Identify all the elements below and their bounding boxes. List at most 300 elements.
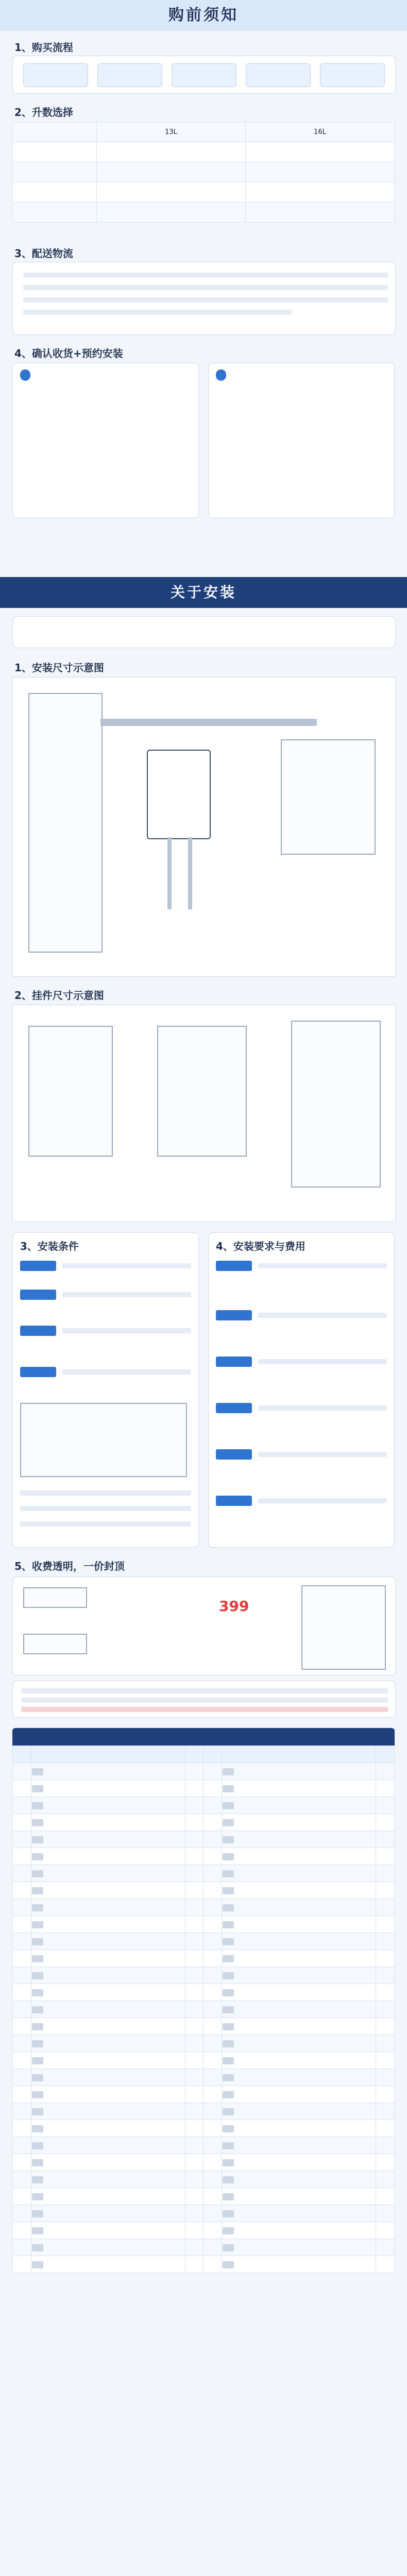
fee-row (13, 1780, 395, 1797)
fee-cell (13, 1831, 31, 1848)
fee-cell (222, 1950, 376, 1967)
fee-cell (13, 1984, 31, 2001)
fee-cell (13, 2103, 31, 2120)
fitting-icon (32, 2091, 43, 2098)
fitting-icon (223, 2023, 234, 2030)
fee-scene (23, 1587, 87, 1608)
fee-price: 399 (219, 1598, 249, 1615)
fee-table (12, 1745, 395, 2273)
fee-cell (204, 1831, 222, 1848)
fee-cell (204, 2001, 222, 2018)
fee-cell (376, 2018, 395, 2035)
fitting-icon (223, 2142, 234, 2149)
fee-row (13, 2035, 395, 2052)
text-line (20, 1506, 191, 1511)
requirements-col (208, 1232, 395, 1548)
mount-wall (291, 1021, 381, 1188)
model-cell (246, 162, 395, 182)
fee-cell (31, 1763, 185, 1780)
fee-cell (185, 1882, 204, 1899)
fee-cell (185, 1899, 204, 1916)
conditions-title: 3、安装条件 (20, 1240, 79, 1252)
fee-cell (222, 2171, 376, 2188)
fee-cell (31, 2052, 185, 2069)
install-band (0, 577, 407, 608)
fee-cell (185, 2154, 204, 2171)
fee-cell (13, 2171, 31, 2188)
fee-cell (185, 2018, 204, 2035)
model-choice-title: 2、升数选择 (14, 106, 73, 118)
fee-cell (222, 2205, 376, 2222)
text-line (258, 1359, 387, 1364)
fee-row (13, 2222, 395, 2239)
fee-row (13, 2069, 395, 2086)
fitting-icon (32, 1802, 43, 1809)
flow-step (23, 63, 88, 87)
fee-cell (376, 2205, 395, 2222)
fitting-icon (32, 2193, 43, 2200)
model-cell (97, 162, 246, 182)
fee-cell (31, 2120, 185, 2137)
fee-cell (222, 1933, 376, 1950)
text-line (62, 1328, 191, 1333)
text-line (21, 1698, 388, 1703)
fitting-icon (32, 2006, 43, 2013)
fee-cell (376, 1814, 395, 1831)
fitting-icon (32, 1972, 43, 1979)
fee-cell (13, 2018, 31, 2035)
fitting-icon (32, 1938, 43, 1945)
fee-cell (204, 2137, 222, 2154)
text-line (23, 310, 292, 315)
fee-row (13, 2018, 395, 2035)
text-line (23, 297, 388, 302)
fee-scene (23, 1634, 87, 1654)
fee-cell (204, 2188, 222, 2205)
fee-cell (204, 2120, 222, 2137)
fee-cell (222, 1848, 376, 1865)
requirement-chip (216, 1496, 252, 1506)
fitting-icon (32, 2176, 43, 2183)
fitting-icon (223, 2091, 234, 2098)
fee-cell (185, 2137, 204, 2154)
fee-cell (376, 1831, 395, 1848)
fee-cell (222, 1797, 376, 1814)
fee-cell (204, 1797, 222, 1814)
flow-step (246, 63, 311, 87)
fitting-icon (32, 2057, 43, 2064)
fitting-icon (32, 1921, 43, 1928)
fitting-icon (32, 2023, 43, 2030)
fee-cell (185, 1814, 204, 1831)
fitting-icon (32, 2227, 43, 2234)
fee-row (13, 2171, 395, 2188)
fitting-icon (223, 2108, 234, 2115)
fitting-icon (223, 1870, 234, 1877)
condition-chip (20, 1261, 56, 1271)
fee-cell (204, 1916, 222, 1933)
confirm-left-tag (20, 369, 30, 381)
fee-row (13, 2103, 395, 2120)
fee-cell (204, 1882, 222, 1899)
fee-cell (185, 1984, 204, 2001)
purchase-flow-title: 1、购买流程 (14, 41, 73, 54)
fee-cell (204, 2069, 222, 2086)
fee-cell (376, 2001, 395, 2018)
fee-cell (204, 2035, 222, 2052)
fitting-icon (223, 1989, 234, 1996)
fitting-icon (32, 1768, 43, 1775)
fee-cell (13, 2154, 31, 2171)
flue-pipe (100, 719, 317, 726)
condition-chip (20, 1290, 56, 1300)
fee-cell (31, 1933, 185, 1950)
fee-cell (31, 1899, 185, 1916)
fee-cell (222, 1899, 376, 1916)
fee-cell (13, 1780, 31, 1797)
fee-cell (376, 1984, 395, 2001)
fee-cell (13, 2137, 31, 2154)
fee-cell (31, 1984, 185, 2001)
fee-cell (185, 1797, 204, 1814)
fee-cell (31, 2154, 185, 2171)
fitting-icon (223, 2057, 234, 2064)
fee-cell (376, 2256, 395, 2273)
fee-cell (31, 2137, 185, 2154)
fee-cell (222, 2154, 376, 2171)
fitting-icon (223, 1768, 234, 1775)
model-row-label (13, 142, 97, 162)
delivery-title: 3、配送物流 (14, 247, 73, 260)
fee-cell (185, 1763, 204, 1780)
flow-step (97, 63, 162, 87)
fee-cell (185, 2256, 204, 2273)
fee-cell (31, 1780, 185, 1797)
fee-row (13, 1763, 395, 1780)
text-line (21, 1688, 388, 1693)
confirm-title: 4、确认收货+预约安装 (14, 347, 123, 360)
fee-cell (222, 1865, 376, 1882)
fee-cell (376, 2222, 395, 2239)
fee-cell (185, 2188, 204, 2205)
fee-cell (376, 1780, 395, 1797)
fee-cell (31, 2069, 185, 2086)
fitting-icon (223, 2227, 234, 2234)
fee-cell (222, 2069, 376, 2086)
fee-cell (13, 1763, 31, 1780)
fee-cell (13, 2001, 31, 2018)
fee-row (13, 1950, 395, 1967)
fee-cell (204, 2154, 222, 2171)
text-line (258, 1405, 387, 1411)
fee-cell (204, 2222, 222, 2239)
water-heater (147, 750, 211, 839)
fee-cell (185, 1933, 204, 1950)
model-cell (246, 142, 395, 162)
fee-row (13, 1882, 395, 1899)
fitting-icon (32, 1785, 43, 1792)
model-cell (97, 182, 246, 202)
fee-cell (376, 1882, 395, 1899)
fees-card (12, 1577, 396, 1675)
fee-cell (376, 2154, 395, 2171)
install-size-diagram (12, 677, 396, 977)
fee-cell (13, 1865, 31, 1882)
fee-cell (222, 1882, 376, 1899)
fee-row (13, 2120, 395, 2137)
model-cell (97, 202, 246, 223)
text-line (62, 1263, 191, 1268)
text-line (23, 285, 388, 290)
fee-header (13, 1746, 31, 1763)
fee-row (13, 1797, 395, 1814)
fitting-icon (32, 1904, 43, 1911)
fee-cell (13, 2188, 31, 2205)
fee-cell (204, 1763, 222, 1780)
fee-cell (222, 2222, 376, 2239)
fee-row (13, 1984, 395, 2001)
fee-cell (31, 1814, 185, 1831)
fee-cell (13, 2052, 31, 2069)
fee-cell (222, 2137, 376, 2154)
fee-cell (376, 2052, 395, 2069)
fee-cell (185, 2035, 204, 2052)
fee-cell (204, 1814, 222, 1831)
fee-cell (185, 1780, 204, 1797)
fee-cell (376, 1967, 395, 1984)
fitting-icon (32, 1887, 43, 1894)
fee-cell (222, 1967, 376, 1984)
fitting-icon (223, 1938, 234, 1945)
fee-cell (376, 1763, 395, 1780)
fee-cell (376, 2035, 395, 2052)
fee-cell (222, 2086, 376, 2103)
fee-cell (204, 1984, 222, 2001)
requirement-chip (216, 1449, 252, 1460)
model-row-label (13, 122, 97, 142)
fitting-icon (32, 1989, 43, 1996)
fitting-icon (223, 1972, 234, 1979)
model-cell (246, 182, 395, 202)
fitting-icon (223, 2040, 234, 2047)
fee-cell (204, 2103, 222, 2120)
model-cell (97, 142, 246, 162)
fee-row (13, 1865, 395, 1882)
conditions-col (12, 1232, 199, 1548)
fee-cell (376, 1933, 395, 1950)
fee-cell (376, 1797, 395, 1814)
text-line (21, 1707, 388, 1712)
flow-step (172, 63, 236, 87)
fee-cell (13, 1848, 31, 1865)
fee-cell (31, 2188, 185, 2205)
condition-chip (20, 1326, 56, 1336)
fitting-icon (32, 2244, 43, 2251)
text-line (62, 1292, 191, 1297)
fee-cell (204, 1933, 222, 1950)
fee-cell (31, 1865, 185, 1882)
fee-cell (222, 1763, 376, 1780)
fitting-icon (32, 2142, 43, 2149)
fee-cell (222, 1780, 376, 1797)
fee-cell (31, 1882, 185, 1899)
fee-cell (31, 1950, 185, 1967)
fee-table-head (12, 1728, 395, 1745)
confirm-right (208, 363, 395, 518)
model-row-label (13, 182, 97, 202)
fitting-icon (32, 1870, 43, 1877)
fitting-icon (223, 1921, 234, 1928)
fitting-icon (223, 2159, 234, 2166)
fee-cell (13, 2035, 31, 2052)
text-line (23, 273, 388, 278)
text-line (258, 1452, 387, 1457)
fee-cell (376, 2086, 395, 2103)
fee-notes (12, 1681, 396, 1718)
fee-cell (31, 1797, 185, 1814)
fee-cell (13, 1814, 31, 1831)
fee-cell (204, 1967, 222, 1984)
delivery-card (12, 262, 396, 335)
fitting-icon (223, 2074, 234, 2081)
page-title: 购前须知 (168, 6, 239, 24)
fee-cell (31, 1848, 185, 1865)
fee-cell (31, 2205, 185, 2222)
fee-cell (185, 2103, 204, 2120)
fee-cell (13, 2256, 31, 2273)
fee-cell (204, 2018, 222, 2035)
fee-cell (376, 1899, 395, 1916)
fee-row (13, 2086, 395, 2103)
model-cell: 16L (246, 122, 395, 142)
fitting-icon (32, 2125, 43, 2132)
fitting-icon (223, 1904, 234, 1911)
fee-cell (31, 1831, 185, 1848)
pipe (167, 837, 172, 909)
fee-cell (185, 2222, 204, 2239)
fee-cell (31, 2171, 185, 2188)
confirm-left (12, 363, 199, 518)
fee-row (13, 2052, 395, 2069)
fee-cell (185, 1865, 204, 1882)
fee-row (13, 1899, 395, 1916)
fitting-icon (223, 2006, 234, 2013)
fee-cell (31, 2035, 185, 2052)
model-table (12, 122, 395, 223)
fee-cell (185, 2239, 204, 2256)
fee-cell (204, 1780, 222, 1797)
fitting-icon (32, 2040, 43, 2047)
fee-cell (204, 2171, 222, 2188)
mount-side (157, 1026, 247, 1157)
fee-cell (31, 1967, 185, 1984)
fee-cell (185, 2205, 204, 2222)
fee-cell (222, 2120, 376, 2137)
fee-cell (204, 2256, 222, 2273)
fee-cell (376, 1848, 395, 1865)
fee-cell (222, 2239, 376, 2256)
fee-cell (376, 1950, 395, 1967)
fee-cell (31, 2103, 185, 2120)
fee-cell (13, 2239, 31, 2256)
install-intro (12, 616, 396, 648)
fee-cell (204, 2205, 222, 2222)
fee-row (13, 1814, 395, 1831)
fitting-icon (32, 2210, 43, 2217)
fee-cell (13, 2086, 31, 2103)
fee-cell (13, 2069, 31, 2086)
fee-cell (185, 2086, 204, 2103)
fitting-icon (32, 2261, 43, 2268)
fee-cell (185, 2069, 204, 2086)
range-hood (281, 739, 376, 855)
fitting-icon (223, 2176, 234, 2183)
fee-row (13, 2205, 395, 2222)
fee-row (13, 1848, 395, 1865)
requirement-chip (216, 1357, 252, 1367)
fee-cell (376, 2069, 395, 2086)
fee-cell (376, 2171, 395, 2188)
fitting-icon (223, 1836, 234, 1843)
fee-cell (13, 1882, 31, 1899)
fee-cell (222, 2052, 376, 2069)
fee-row (13, 2001, 395, 2018)
text-line (20, 1521, 191, 1527)
requirements-title: 4、安装要求与费用 (216, 1240, 306, 1252)
mount-front (28, 1026, 113, 1157)
fitting-icon (32, 1853, 43, 1860)
conditions-requirements (12, 1232, 395, 1548)
requirement-chip (216, 1310, 252, 1320)
header (0, 0, 407, 31)
fee-photo (301, 1585, 386, 1670)
confirm-columns (12, 363, 395, 518)
fee-row (13, 2188, 395, 2205)
text-line (62, 1369, 191, 1375)
fitting-icon (223, 2261, 234, 2268)
fee-cell (13, 1899, 31, 1916)
fitting-icon (32, 2074, 43, 2081)
fee-cell (13, 1967, 31, 1984)
fitting-icon (223, 1802, 234, 1809)
fee-cell (13, 2222, 31, 2239)
fee-cell (13, 1950, 31, 1967)
fee-row (13, 1831, 395, 1848)
fee-header (222, 1746, 376, 1763)
fee-cell (204, 1899, 222, 1916)
fee-cell (222, 1916, 376, 1933)
fee-row (13, 1967, 395, 1984)
fee-cell (204, 2086, 222, 2103)
fitting-icon (32, 2159, 43, 2166)
confirm-right-tag (216, 369, 226, 381)
gas-illustration (20, 1403, 187, 1477)
requirement-chip (216, 1403, 252, 1413)
fee-cell (13, 2205, 31, 2222)
fitting-icon (223, 1819, 234, 1826)
fee-cell (204, 2052, 222, 2069)
install-band-title: 关于安装 (170, 584, 236, 601)
fitting-icon (223, 2210, 234, 2217)
fee-cell (204, 1865, 222, 1882)
fee-row (13, 1933, 395, 1950)
text-line (258, 1313, 387, 1318)
model-cell (246, 202, 395, 223)
fee-cell (222, 2103, 376, 2120)
fitting-icon (32, 1819, 43, 1826)
fee-cell (185, 1967, 204, 1984)
fee-cell (222, 2256, 376, 2273)
